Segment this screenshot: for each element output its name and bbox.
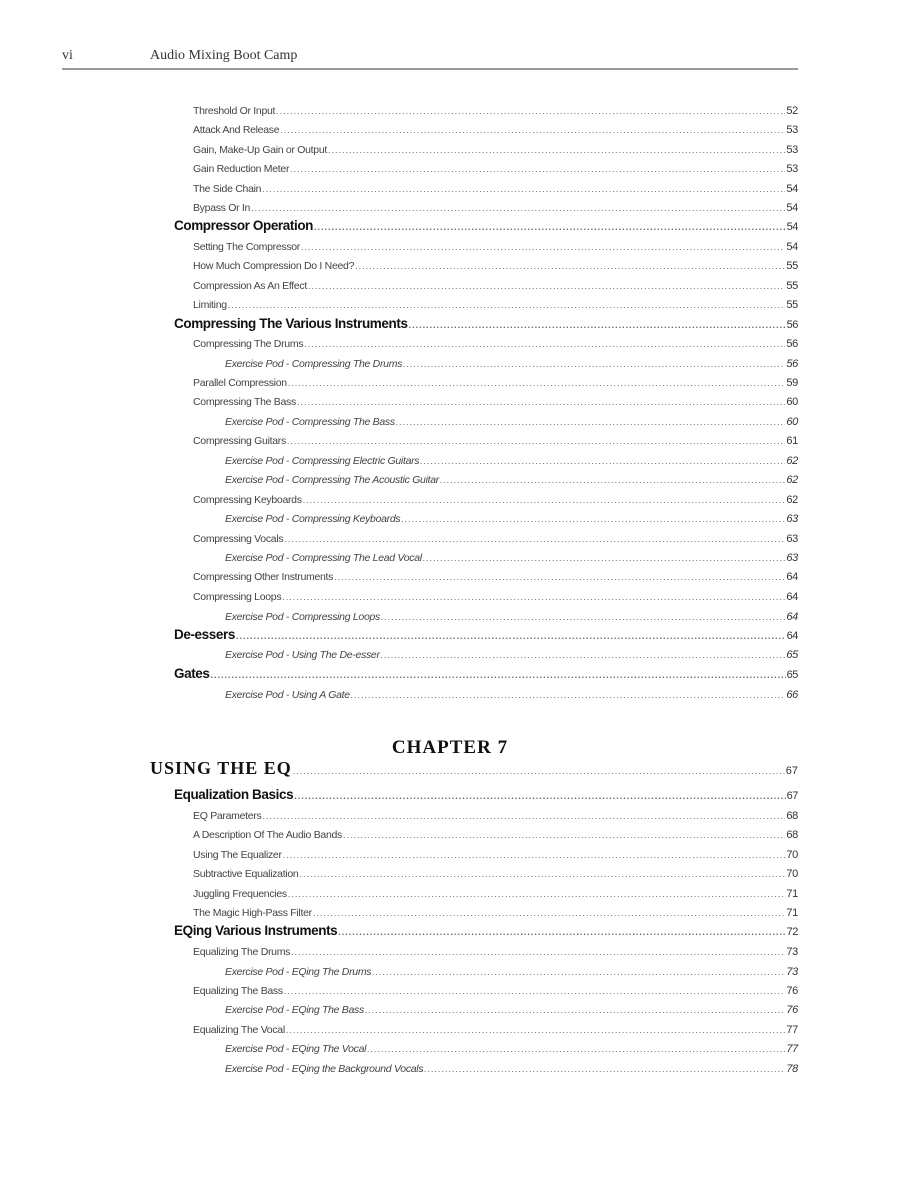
entry-page-number: 62 [786, 455, 798, 467]
entry-page-number: 56 [786, 319, 798, 331]
entry-title: USING THE EQ [150, 758, 292, 778]
toc-subsection-entry [193, 142, 798, 158]
entry-title: Exercise Pod - Compressing The Drums [225, 358, 403, 370]
entry-page-number: 70 [786, 849, 798, 861]
entry-page-number: 64 [786, 611, 798, 623]
toc-subsection-entry [193, 1022, 798, 1038]
entry-page-number: 71 [786, 888, 798, 900]
toc-subsection-entry [193, 181, 798, 197]
toc-exercise-entry [225, 356, 798, 372]
dot-leader [262, 808, 785, 824]
entry-title: Compressing The Various Instruments [174, 316, 408, 331]
entry-title: Exercise Pod - EQing the Background Vocals [225, 1063, 424, 1075]
toc-section-entry [174, 316, 798, 333]
entry-title: EQing Various Instruments [174, 923, 338, 938]
entry-title: Limiting [193, 299, 227, 311]
entry-title: Compressing Vocals [193, 533, 284, 545]
entry-title: Compressing The Bass [193, 396, 296, 408]
entry-title: Exercise Pod - Using The De-esser [225, 649, 380, 661]
dot-leader [381, 609, 785, 625]
entry-title: Subtractive Equalization [193, 868, 299, 880]
toc-section-entry [174, 923, 798, 940]
entry-page-number: 65 [786, 649, 798, 661]
entry-title: Compressing Loops [193, 591, 282, 603]
dot-leader [236, 628, 786, 644]
entry-title: Setting The Compressor [193, 241, 301, 253]
toc-subsection-entry [193, 239, 798, 255]
dot-leader [283, 847, 786, 863]
chapter-heading: CHAPTER 7 [391, 737, 509, 758]
entry-page-number: 54 [786, 241, 798, 253]
dot-leader [301, 239, 785, 255]
toc-subsection-entry [193, 847, 798, 863]
entry-title: Equalization Basics [174, 787, 294, 802]
entry-title: Compressing Guitars [193, 435, 286, 447]
entry-title: Gates [174, 666, 210, 681]
entry-page-number: 64 [786, 630, 798, 642]
toc-exercise-entry [225, 609, 798, 625]
entry-title: Exercise Pod - Using A Gate [225, 689, 350, 701]
toc-subsection-entry [193, 297, 798, 313]
entry-page-number: 67 [785, 765, 798, 777]
toc-subsection-entry [193, 278, 798, 294]
entry-page-number: 64 [786, 571, 798, 583]
toc-subsection-entry [193, 433, 798, 449]
toc-exercise-entry [225, 1002, 798, 1018]
entry-page-number: 63 [786, 533, 798, 545]
toc-subsection-entry [193, 258, 798, 274]
entry-title: Threshold Or Input [193, 105, 276, 117]
dot-leader [409, 317, 786, 333]
entry-page-number: 55 [786, 299, 798, 311]
toc-exercise-entry [225, 472, 798, 488]
entry-page-number: 66 [786, 689, 798, 701]
book-title: Audio Mixing Boot Camp [150, 48, 298, 63]
page-number: vi [62, 48, 73, 63]
entry-page-number: 54 [786, 221, 798, 233]
entry-page-number: 72 [786, 926, 798, 938]
entry-page-number: 59 [786, 377, 798, 389]
entry-title: Exercise Pod - Compressing Electric Guitars [225, 455, 420, 467]
dot-leader [303, 492, 786, 508]
entry-page-number: 77 [786, 1043, 798, 1055]
dot-leader [228, 297, 786, 313]
entry-title: Exercise Pod - Compressing Loops [225, 611, 380, 623]
toc-subsection-entry [193, 886, 798, 902]
dot-leader [338, 924, 785, 940]
toc-exercise-entry [225, 453, 798, 469]
entry-page-number: 70 [786, 868, 798, 880]
dot-leader [328, 142, 785, 158]
dot-leader [262, 181, 785, 197]
entry-page-number: 73 [786, 966, 798, 978]
toc-exercise-entry [225, 511, 798, 527]
entry-title: Equalizing The Vocal [193, 1024, 285, 1036]
toc-exercise-entry [225, 550, 798, 566]
dot-leader [251, 200, 785, 216]
toc-subsection-entry [193, 944, 798, 960]
toc-section-entry [174, 666, 798, 683]
dot-leader [396, 414, 786, 430]
entry-title: Gain Reduction Meter [193, 163, 290, 175]
toc-exercise-entry [225, 1061, 798, 1077]
toc-subsection-entry [193, 394, 798, 410]
dot-leader [314, 219, 786, 235]
dot-leader [351, 687, 786, 703]
entry-page-number: 55 [786, 280, 798, 292]
dot-leader [288, 886, 786, 902]
entry-page-number: 60 [786, 416, 798, 428]
toc-section-entry [174, 787, 798, 804]
dot-leader [420, 453, 785, 469]
entry-title: The Side Chain [193, 183, 262, 195]
dot-leader [288, 375, 786, 391]
entry-page-number: 61 [786, 435, 798, 447]
dot-leader [299, 866, 785, 882]
dot-leader [286, 1022, 785, 1038]
entry-title: Compressing The Drums [193, 338, 304, 350]
dot-leader [381, 647, 786, 663]
entry-title: Equalizing The Drums [193, 946, 291, 958]
entry-page-number: 76 [786, 1004, 798, 1016]
entry-title: Compressor Operation [174, 218, 314, 233]
dot-leader [293, 763, 785, 779]
entry-page-number: 76 [786, 985, 798, 997]
entry-title: EQ Parameters [193, 810, 262, 822]
dot-leader [423, 550, 786, 566]
entry-page-number: 53 [786, 144, 798, 156]
entry-title: Exercise Pod - EQing The Vocal [225, 1043, 367, 1055]
dot-leader [294, 788, 785, 804]
entry-page-number: 62 [786, 474, 798, 486]
entry-title: Compression As An Effect [193, 280, 308, 292]
dot-leader [401, 511, 785, 527]
entry-page-number: 71 [786, 907, 798, 919]
chapter-title-entry [150, 760, 798, 779]
dot-leader [280, 122, 785, 138]
entry-page-number: 67 [786, 790, 798, 802]
entry-page-number: 77 [786, 1024, 798, 1036]
toc-exercise-entry [225, 964, 798, 980]
toc-subsection-entry [193, 161, 798, 177]
entry-page-number: 64 [786, 591, 798, 603]
dot-leader [424, 1061, 785, 1077]
dot-leader [313, 905, 786, 921]
entry-title: Parallel Compression [193, 377, 287, 389]
entry-title: Attack And Release [193, 124, 280, 136]
dot-leader [291, 944, 785, 960]
entry-title: Exercise Pod - Compressing The Bass [225, 416, 395, 428]
dot-leader [304, 336, 785, 352]
dot-leader [440, 472, 785, 488]
toc-exercise-entry [225, 414, 798, 430]
entry-title: Exercise Pod - Compressing Keyboards [225, 513, 401, 525]
toc-exercise-entry [225, 687, 798, 703]
toc-subsection-entry [193, 492, 798, 508]
dot-leader [290, 161, 785, 177]
dot-leader [284, 983, 786, 999]
toc-subsection-entry [193, 569, 798, 585]
dot-leader [372, 964, 785, 980]
entry-title: Gain, Make-Up Gain or Output [193, 144, 327, 156]
toc-subsection-entry [193, 103, 798, 119]
dot-leader [367, 1041, 785, 1057]
entry-page-number: 55 [786, 260, 798, 272]
dot-leader [211, 667, 786, 683]
toc-subsection-entry [193, 589, 798, 605]
toc-section-entry [174, 218, 798, 235]
entry-title: The Magic High-Pass Filter [193, 907, 312, 919]
toc-subsection-entry [193, 827, 798, 843]
toc-exercise-entry [225, 1041, 798, 1057]
entry-page-number: 68 [786, 829, 798, 841]
dot-leader [365, 1002, 785, 1018]
dot-leader [308, 278, 785, 294]
entry-page-number: 52 [786, 105, 798, 117]
entry-page-number: 68 [786, 810, 798, 822]
toc-subsection-entry [193, 375, 798, 391]
toc-subsection-entry [193, 531, 798, 547]
dot-leader [355, 258, 785, 274]
dot-leader [287, 433, 785, 449]
toc-subsection-entry [193, 200, 798, 216]
toc-subsection-entry [193, 983, 798, 999]
entry-page-number: 53 [786, 124, 798, 136]
entry-title: Equalizing The Bass [193, 985, 283, 997]
entry-title: Bypass Or In [193, 202, 251, 214]
entry-page-number: 53 [786, 163, 798, 175]
entry-title: Exercise Pod - EQing The Bass [225, 1004, 364, 1016]
toc-subsection-entry [193, 905, 798, 921]
entry-page-number: 54 [786, 202, 798, 214]
entry-title: Juggling Frequencies [193, 888, 287, 900]
entry-title: Exercise Pod - Compressing The Acoustic Guitar [225, 474, 439, 486]
entry-page-number: 63 [786, 513, 798, 525]
entry-page-number: 63 [786, 552, 798, 564]
entry-title: Exercise Pod - Compressing The Lead Vocal [225, 552, 422, 564]
entry-page-number: 56 [786, 338, 798, 350]
entry-page-number: 60 [786, 396, 798, 408]
dot-leader [284, 531, 785, 547]
dot-leader [276, 103, 785, 119]
toc-subsection-entry [193, 336, 798, 352]
entry-page-number: 65 [786, 669, 798, 681]
entry-page-number: 54 [786, 183, 798, 195]
toc-exercise-entry [225, 647, 798, 663]
entry-page-number: 78 [786, 1063, 798, 1075]
entry-title: Exercise Pod - EQing The Drums [225, 966, 372, 978]
toc-subsection-entry [193, 122, 798, 138]
dot-leader [282, 589, 785, 605]
running-header [62, 46, 798, 70]
dot-leader [403, 356, 785, 372]
entry-title: De-essers [174, 627, 235, 642]
entry-page-number: 73 [786, 946, 798, 958]
dot-leader [334, 569, 785, 585]
entry-title: Using The Equalizer [193, 849, 282, 861]
entry-title: A Description Of The Audio Bands [193, 829, 342, 841]
entry-title: Compressing Other Instruments [193, 571, 334, 583]
dot-leader [297, 394, 785, 410]
entry-page-number: 62 [786, 494, 798, 506]
entry-title: How Much Compression Do I Need? [193, 260, 355, 272]
toc-subsection-entry [193, 866, 798, 882]
toc-subsection-entry [193, 808, 798, 824]
entry-title: Compressing Keyboards [193, 494, 302, 506]
toc-section-entry [174, 627, 798, 644]
dot-leader [343, 827, 785, 843]
entry-page-number: 56 [786, 358, 798, 370]
